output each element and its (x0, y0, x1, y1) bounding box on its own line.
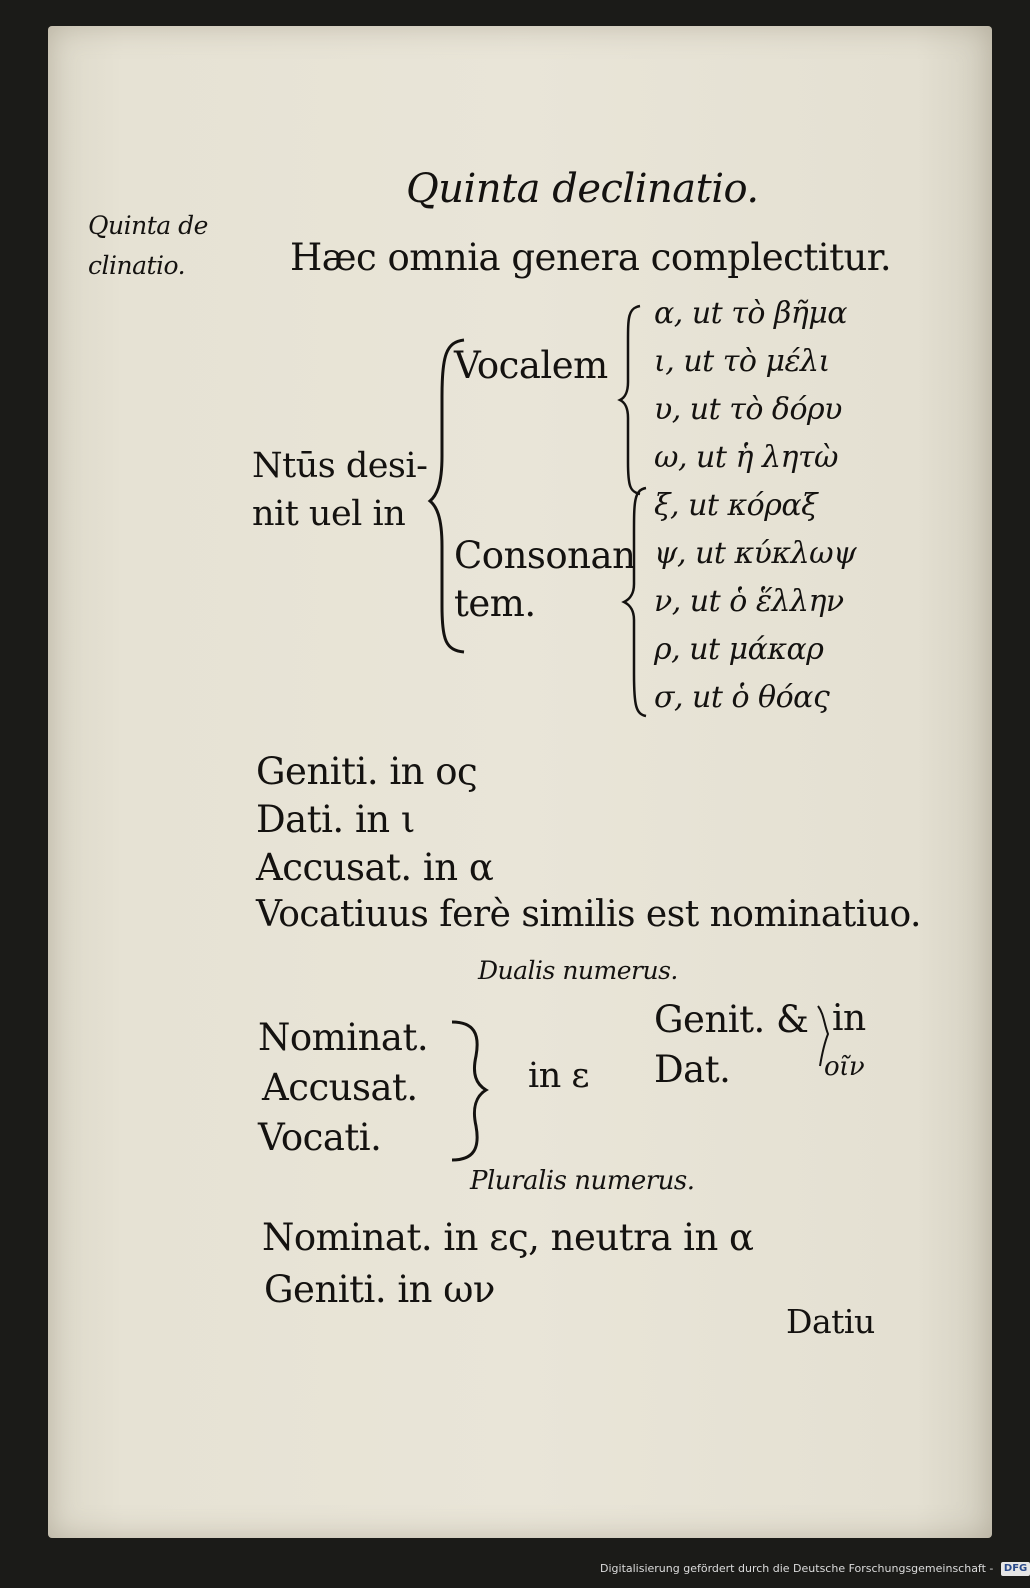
digitization-credit (600, 1556, 1028, 1582)
consonant-brace (622, 484, 650, 720)
plural-genit: Geniti. in ων (264, 1268, 495, 1311)
vocative-rule: Vocatiuus ferè similis est nominatiuo. (256, 894, 921, 935)
consonant-example: ξ, ut κόραξ (654, 488, 818, 523)
book-page (48, 26, 992, 1538)
catchword: Datiu (786, 1302, 875, 1341)
vowel-example: ι, ut τὸ μέλι (654, 344, 830, 379)
vowel-example: α, ut τὸ βῆμα (654, 296, 848, 331)
consonant-example: σ, ut ὁ θόας (654, 680, 830, 715)
dual-dat-line: Dat. (654, 1048, 731, 1091)
dual-genit-line: Genit. & (654, 998, 809, 1041)
plural-nominat: Nominat. in ες, neutra in α (262, 1216, 754, 1259)
endings-lead-line-1: Ntūs desi- (252, 446, 428, 486)
page-heading: Quinta declinatio. (406, 166, 759, 212)
dual-heading: Dualis numerus. (478, 956, 678, 985)
marginal-note-line-2: clinatio. (88, 251, 186, 280)
vocalem-label: Vocalem (454, 344, 608, 387)
dual-vocati: Vocati. (258, 1116, 382, 1159)
vowel-brace (618, 302, 646, 498)
vowel-example: ω, ut ἡ λητὼ (654, 440, 839, 475)
dual-nominat: Nominat. (258, 1016, 429, 1059)
dative-ending: Dati. in ι (256, 798, 415, 841)
dfg-logo: DFG (1001, 1562, 1030, 1576)
consonantem-label-line-2: tem. (454, 582, 536, 625)
consonant-example: ν, ut ὁ ἕλλην (654, 584, 844, 619)
bleed-through-text (971, 136, 982, 368)
vowel-example: υ, ut τὸ δόρυ (654, 392, 842, 427)
genitive-ending: Geniti. in ος (256, 750, 478, 793)
consonant-example: ρ, ut μάκαρ (654, 632, 824, 667)
dual-brace (446, 1016, 492, 1166)
marginal-note-line-1: Quinta de (88, 211, 208, 240)
dual-gd-ending-in: in (832, 998, 866, 1039)
endings-lead-line-2: nit uel in (252, 494, 406, 534)
dual-accusat: Accusat. (262, 1066, 418, 1109)
footer-text: Digitalisierung gefördert durch die Deutsche Forschungsgemeinschaft - (600, 1562, 994, 1575)
accusative-ending: Accusat. in α (256, 846, 494, 889)
dual-gd-ending-oin: οῖν (824, 1052, 865, 1082)
consonant-example: ψ, ut κύκλωψ (654, 536, 857, 571)
intro-line: Hæc omnia genera complectitur. (290, 236, 892, 279)
plural-heading: Pluralis numerus. (470, 1166, 695, 1196)
consonantem-label-line-1: Consonan (454, 534, 636, 577)
dual-ending: in ε (528, 1056, 589, 1096)
